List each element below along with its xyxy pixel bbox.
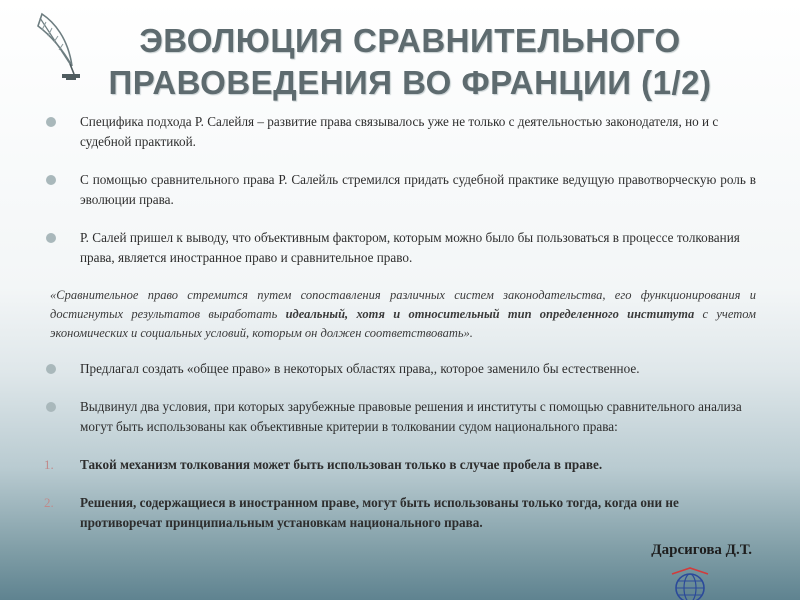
item-number: 1. [44,457,54,472]
numbered-item [44,493,756,533]
quote-block [44,286,756,343]
bullet-dot-icon [46,117,56,127]
bullet-text: Специфика подхода Р. Салейля – развитие права связывалось уже не только с деятельностью законодателя, но и с судебной практикой. [80,114,719,149]
quote-bold: идеальный, хотя и относительный тип определенного института [285,307,695,321]
bullet-text: Выдвинул два условия, при которых зарубежные правовые решения и институты с помощью сравнительного анализа могут быть использованы как объективные критерии в толковании судом национального права: [80,399,742,434]
bullet-item [44,170,756,210]
item-number: 2. [44,495,54,510]
bullet-item [44,228,756,268]
bullet-item [44,359,756,379]
quote-text-1: «Сравнительное право стремится путем сопоставления различных систем законодательства, его функционирования и достигнутых результатов выработать [50,288,756,321]
bullet-item [44,397,756,437]
title-line-1: ЭВОЛЮЦИЯ СРАВНИТЕЛЬНОГО [139,22,681,59]
bullet-dot-icon [46,364,56,374]
author-name: Дарсигова Д.Т. [651,542,752,558]
title-line-2: ПРАВОВЕДЕНИЯ ВО ФРАНЦИИ (1/2) [108,64,712,101]
slide-content [44,112,756,551]
numbered-text: Такой механизм толкования может быть использован только в случае пробела в праве. [80,457,603,472]
bullet-dot-icon [46,175,56,185]
bullet-text: С помощью сравнительного права Р. Салейль стремился придать судебной практике ведущую правотворческую роль в эволюции права. [80,172,756,207]
quill-feather-icon [28,8,88,88]
numbered-item [44,455,756,475]
numbered-text: Решения, содержащиеся в иностранном праве, могут быть использованы только тогда, когда они не противоречат принципиальным установкам национального права. [80,495,679,530]
bullet-text: Предлагал создать «общее право» в некоторых областях права,, которое заменило бы естественное. [80,361,640,376]
bullet-item [44,112,756,152]
page-title [100,20,720,104]
bullet-dot-icon [46,233,56,243]
globe-logo-icon [668,566,712,600]
quote-text-2: с учетом экономических и социальных условий, которым он должен соответствовать». [50,307,756,340]
bullet-dot-icon [46,402,56,412]
bullet-text: Р. Салей пришел к выводу, что объективным фактором, которым можно было бы пользоваться в процессе толкования права, является иностранное право и сравнительное право. [80,230,740,265]
